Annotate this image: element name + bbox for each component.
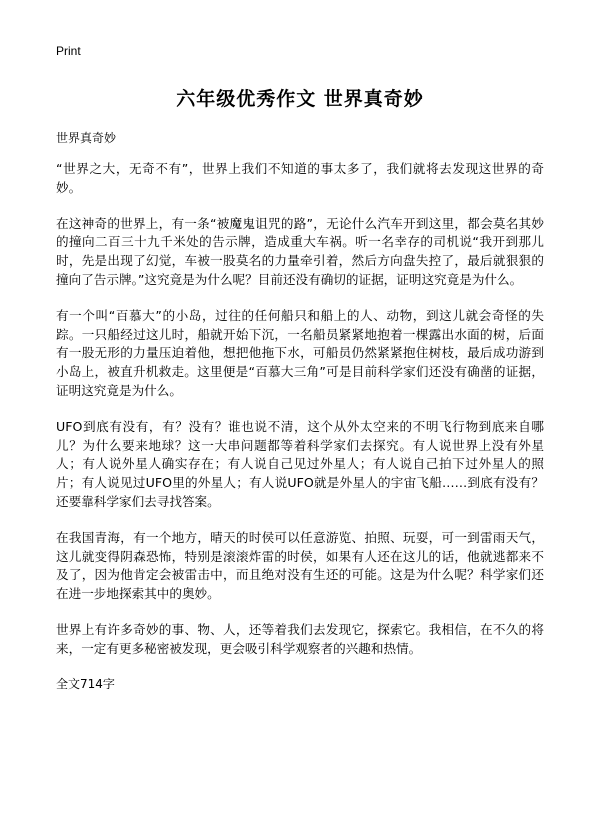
paragraph-intro: “世界之大，无奇不有”，世界上我们不知道的事太多了，我们就将去发现这世界的奇妙。 — [56, 161, 544, 195]
paragraph-bermuda: 有一个叫“百慕大”的小岛，过往的任何船只和船上的人、动物，到这儿就会奇怪的失踪。一只船经过这儿时，船就开始下沉，一名船员紧紧地抱着一棵露出水面的树，后面有一股无形的力量压迫着他，想把他拖下水，可船员仍然紧紧抱住树枝，最后成功游到小岛上，被直升机救走。这里便是“百慕大三角”可是目前科学家们还没有确凿的证据，证明这究竟是为什么。 — [56, 307, 544, 398]
article-title: 六年级优秀作文 世界真奇妙 — [176, 88, 424, 110]
article-subtitle: 世界真奇妙 — [56, 131, 117, 145]
paragraph-conclusion: 世界上有许多奇妙的事、物、人，还等着我们去发现它，探索它。我相信，在不久的将来，一定有更多秘密被发现，更会吸引科学观察者的兴趣和热情。 — [56, 621, 544, 656]
paragraph-cursed-road: 在这神奇的世界上，有一条“被魔鬼诅咒的路”，无论什么汽车开到这里，都会莫名其妙的撞向二百三十九千米处的告示牌，造成重大车祸。听一名幸存的司机说“我开到那儿时，先是出现了幻觉，车被一股莫名的力量牵引着，然后方向盘失控了，最后就狠狠的撞向了告示牌。”这究竟是为什么呢？目前还没有确切的证据，证明这究竟是为什么。 — [56, 215, 544, 287]
print-link[interactable]: Print — [56, 44, 81, 58]
paragraph-ufo: UFO到底有没有，有？没有？谁也说不清，这个从外太空来的不明飞行物到底来自哪儿？为什么要来地球？这一大串问题都等着科学家们去探究。有人说世界上没有外星人；有人说外星人确实存在；有人说自己见过外星人；有人说自己拍下过外星人的照片；有人说见过UFO里的外星人；有人说UFO就是外星人的宇宙飞船……到底有没有？还要靠科学家们去寻找答案。 — [56, 418, 544, 509]
paragraph-qinghai: 在我国青海，有一个地方，晴天的时侯可以任意游览、拍照、玩耍，可一到雷雨天气，这儿就变得阴森恐怖，特别是滚滚炸雷的时侯，如果有人还在这儿的话，他就逃都来不及了，因为他肯定会被雷击中，而且绝对没有生还的可能。这是为什么呢？科学家们还在进一步地探索其中的奥妙。 — [56, 529, 544, 602]
word-count: 全文714字 — [56, 676, 115, 691]
